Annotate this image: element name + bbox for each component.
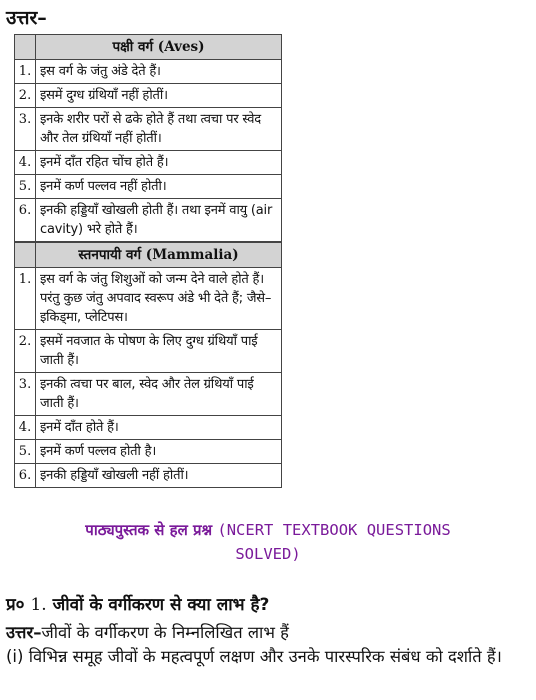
aves-table — [14, 34, 282, 242]
section-heading — [0, 518, 536, 566]
table-row — [15, 373, 282, 416]
row-number: 6. — [15, 199, 36, 242]
row-text: इनकी त्वचा पर बाल, स्वेद और तेल ग्रंथियाँ पाई जाती हैं। — [36, 373, 282, 416]
row-number: 6. — [15, 464, 36, 488]
table-header-blank — [15, 35, 36, 60]
row-text: इनके शरीर परों से ढके होते हैं तथा त्वचा पर स्वेद और तेल ग्रंथियाँ नहीं होतीं। — [36, 108, 282, 151]
row-text: इनमें कर्ण पल्लव नहीं होती। — [36, 175, 282, 199]
answer-heading: उत्तर– — [6, 7, 47, 29]
table-row — [15, 440, 282, 464]
row-number: 4. — [15, 416, 36, 440]
row-text: इसमें दुग्ध ग्रंथियाँ नहीं होतीं। — [36, 84, 282, 108]
table-row — [15, 268, 282, 330]
question-text: जीवों के वर्गीकरण से क्या लाभ है? — [52, 595, 270, 615]
mammalia-table — [14, 242, 282, 488]
table-row — [15, 464, 282, 488]
row-number: 2. — [15, 84, 36, 108]
row-text: इनकी हड्डियाँ खोखली नहीं होतीं। — [36, 464, 282, 488]
row-text: इनमें दाँत होते हैं। — [36, 416, 282, 440]
question-prefix: प्र० — [6, 595, 25, 615]
row-number: 1. — [15, 268, 36, 330]
section-heading-hindi: पाठ्यपुस्तक से हल प्रश्न — [85, 521, 213, 539]
row-text: इसमें नवजात के पोषण के लिए दुग्ध ग्रंथियाँ पाई जाती हैं। — [36, 330, 282, 373]
row-number: 5. — [15, 175, 36, 199]
question-number: 1. — [30, 595, 47, 615]
answer-point-1: (i) विभिन्न समूह जीवों के महत्वपूर्ण लक्षण और उनके पारस्परिक संबंध को दर्शाते हैं। — [6, 647, 502, 666]
table-title: पक्षी वर्ग (Aves) — [36, 35, 282, 60]
question — [6, 592, 269, 615]
row-number: 3. — [15, 373, 36, 416]
section-heading-english: (NCERT TEXTBOOK QUESTIONS — [217, 521, 451, 539]
section-heading-line2: SOLVED) — [235, 545, 301, 563]
table-row — [15, 416, 282, 440]
table-row — [15, 175, 282, 199]
table-row — [15, 108, 282, 151]
row-text: इनकी हड्डियाँ खोखली होती हैं। तथा इनमें वायु (air cavity) भरे होते हैं। — [36, 199, 282, 242]
table-title: स्तनपायी वर्ग (Mammalia) — [36, 243, 282, 268]
table-row — [15, 199, 282, 242]
row-number: 2. — [15, 330, 36, 373]
row-text: इनमें दाँत रहित चोंच होते हैं। — [36, 151, 282, 175]
table-row — [15, 60, 282, 84]
row-text: इनमें कर्ण पल्लव होती है। — [36, 440, 282, 464]
row-number: 5. — [15, 440, 36, 464]
table-row — [15, 151, 282, 175]
row-number: 1. — [15, 60, 36, 84]
row-number: 4. — [15, 151, 36, 175]
table-row — [15, 84, 282, 108]
table-header-blank — [15, 243, 36, 268]
answer-intro-text: जीवों के वर्गीकरण के निम्नलिखित लाभ हैं — [41, 623, 289, 642]
row-text: इस वर्ग के जंतु अंडे देते हैं। — [36, 60, 282, 84]
answer-intro — [6, 620, 289, 643]
table-row — [15, 330, 282, 373]
section-heading-line1 — [0, 518, 536, 542]
row-number: 3. — [15, 108, 36, 151]
answer-label: उत्तर– — [6, 623, 42, 642]
row-text: इस वर्ग के जंतु शिशुओं को जन्म देने वाले होते हैं। परंतु कुछ जंतु अपवाद स्वरूप अंडे भी देते हैं; जैसे–इकिड्मा, प्लेटिपस। — [36, 268, 282, 330]
